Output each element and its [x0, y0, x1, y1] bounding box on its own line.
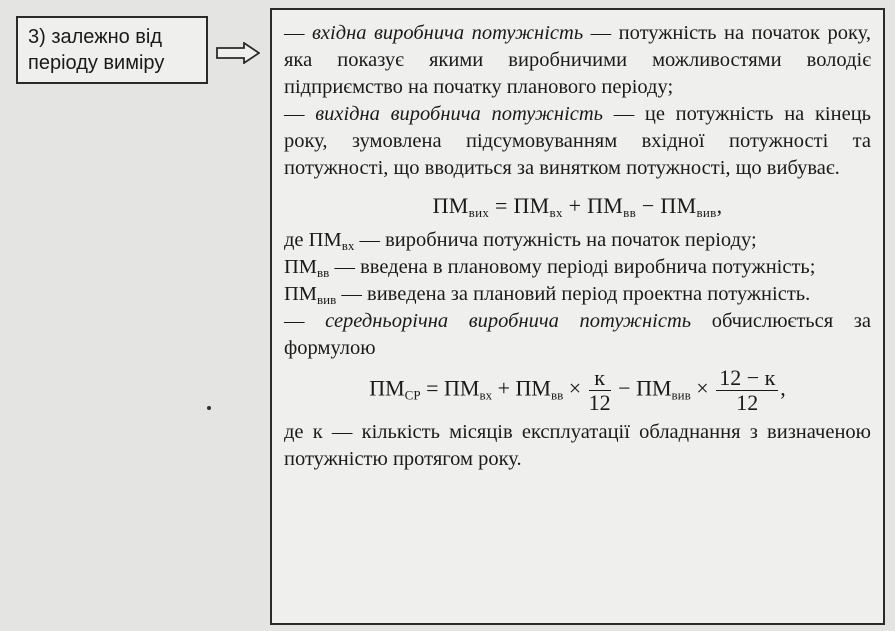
- definition-withdrawn: $ПМ_{вив}$ — виведена за плановий період проектна потужність.: [284, 283, 811, 307]
- input-capacity-paragraph: — вхідна виробнича потужність — потужність на початок року, яка показує якими виробничими можливостями володіє підприємство на початку планового періоду;: [284, 22, 872, 98]
- output-capacity-text: це потужність на кінець року, зумовлена підсумовуванням вхідної потужності та потужності, що вводиться за винятком потужності, що вибуває.: [284, 103, 872, 179]
- period-label-box: [16, 16, 208, 84]
- average-capacity-formula: $ПМ_{СР} = ПМ_{вх} + ПМ_{вв}$ × $\frac{к}{12}$ − $ПМ_{вив}$ × $\frac{12 - к}{12}$ ,: [369, 365, 786, 415]
- output-capacity-paragraph: — вихідна виробнича потужність — це потужність на кінець року, зумовлена підсумовуванням вхідної потужності та потужності, що вводиться за винятком потужності, що вибуває.: [284, 103, 872, 179]
- definition-months: де к — кількість місяців експлуатації обладнання з визначеною потужністю протягом року.: [284, 421, 871, 470]
- definition-input: де $ПМ_{вх}$ — виробнича потужність на початок періоду;: [284, 229, 757, 253]
- output-capacity-term: вихідна виробнича потужність: [315, 103, 604, 125]
- fraction-12-minus-k-over-12: $\frac{12 - к}{12}$: [716, 366, 778, 415]
- fraction-k-over-12: $\frac{к}{12}$: [588, 365, 611, 415]
- period-label-line1: 3) залежно від: [28, 26, 163, 48]
- output-capacity-formula: $ПМ_{вих} = ПМ_{вх} + ПМ_{вв} - ПМ_{вив}$,: [432, 193, 723, 220]
- stray-dot: [207, 406, 211, 410]
- average-capacity-text: обчислюється за формулою: [284, 310, 871, 359]
- period-label-line2: періоду виміру: [28, 52, 165, 74]
- definitions-box: [270, 8, 885, 625]
- input-capacity-text: потужність на початок року, яка показує якими виробничими можливостями володіє підприємство на початку планового періоду;: [284, 22, 872, 98]
- right-arrow-icon: [216, 42, 260, 64]
- definition-introduced: $ПМ_{вв}$ — введена в плановому періоді виробнича потужність;: [284, 256, 816, 280]
- average-capacity-paragraph: — середньорічна виробнича потужність обчислюється за формулою: [284, 310, 871, 359]
- average-capacity-term: середньорічна виробнича потужність: [325, 310, 692, 332]
- input-capacity-term: вхідна виробнича потужність: [312, 22, 584, 44]
